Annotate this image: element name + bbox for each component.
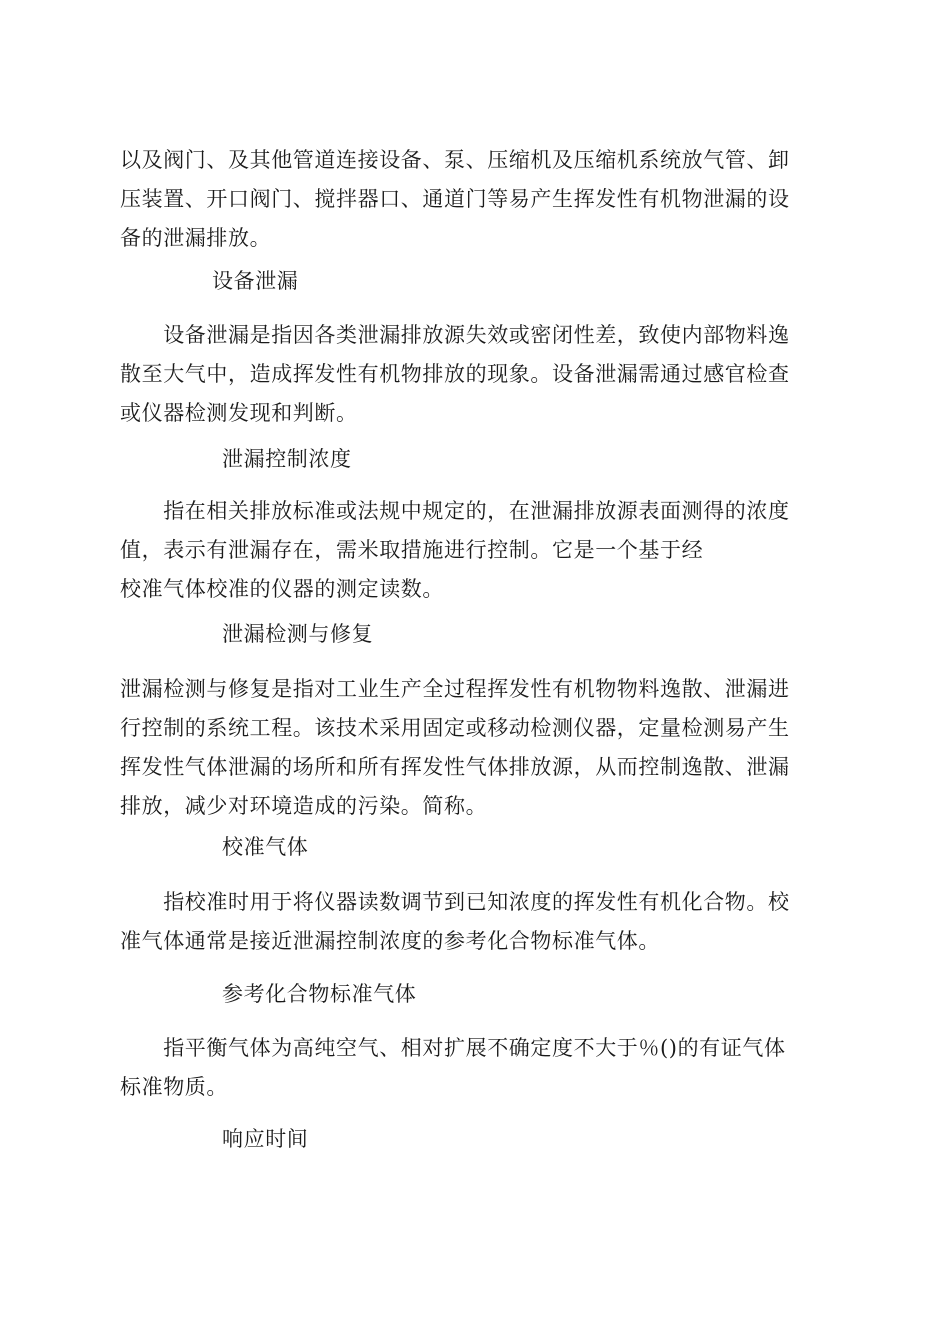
paragraph-reference-gas [120,1029,820,1107]
section-heading-ldar: 泄漏检测与修复 [222,622,374,646]
paragraph-line: 指平衡气体为高纯空气、相对扩展不确定度不大于％()的有证气体 [120,1036,786,1060]
paragraph-line: 标准物质。 [120,1075,228,1099]
paragraph-ldar [120,670,820,826]
paragraph-line: 泄漏检测与修复是指对工业生产全过程挥发性有机物物料逸散、泄漏进 [120,677,790,701]
paragraph-line: 校准气体校准的仪器的测定读数。 [120,577,444,601]
paragraph-line: 散至大气中，造成挥发性有机物排放的现象。设备泄漏需通过感官检查 [120,362,790,386]
section-heading-equipment-leak: 设备泄漏 [212,269,299,293]
section-heading-calibration-gas: 校准气体 [222,835,309,859]
paragraph-line: 值，表示有泄漏存在，需米取措施进行控制。它是一个基于经 [120,538,704,562]
paragraph-line: 压装置、开口阀门、搅拌器口、通道门等易产生挥发性有机物泄漏的设 [120,187,790,211]
paragraph-line: 排放，减少对环境造成的污染。简称。 [120,794,488,818]
paragraph-calibration-gas [120,883,820,961]
paragraph-line: 指在相关排放标准或法规中规定的，在泄漏排放源表面测得的浓度 [120,499,790,523]
paragraph-line: 行控制的系统工程。该技术采用固定或移动检测仪器，定量检测易产生 [120,716,790,740]
paragraph-equipment-leak [120,316,820,433]
paragraph-line: 或仪器检测发现和判断。 [120,401,358,425]
paragraph-line: 准气体通常是接近泄漏控制浓度的参考化合物标准气体。 [120,929,660,953]
paragraph-line: 备的泄漏排放。 [120,226,272,250]
section-heading-leak-definition: 泄漏控制浓度 [222,447,352,471]
paragraph-line: 指校准时用于将仪器读数调节到已知浓度的挥发性有机化合物。校 [120,890,790,914]
section-heading-reference-gas: 参考化合物标准气体 [222,982,417,1006]
paragraph-line: 挥发性气体泄漏的场所和所有挥发性气体排放源，从而控制逸散、泄漏 [120,755,790,779]
paragraph-leak-definition [120,492,820,609]
paragraph-intro [120,141,820,258]
paragraph-line: 以及阀门、及其他管道连接设备、泵、压缩机及压缩机系统放气管、卸 [120,148,790,172]
section-heading-response-time: 响应时间 [222,1127,309,1151]
paragraph-line: 设备泄漏是指因各类泄漏排放源失效或密闭性差，致使内部物料逸 [120,323,790,347]
